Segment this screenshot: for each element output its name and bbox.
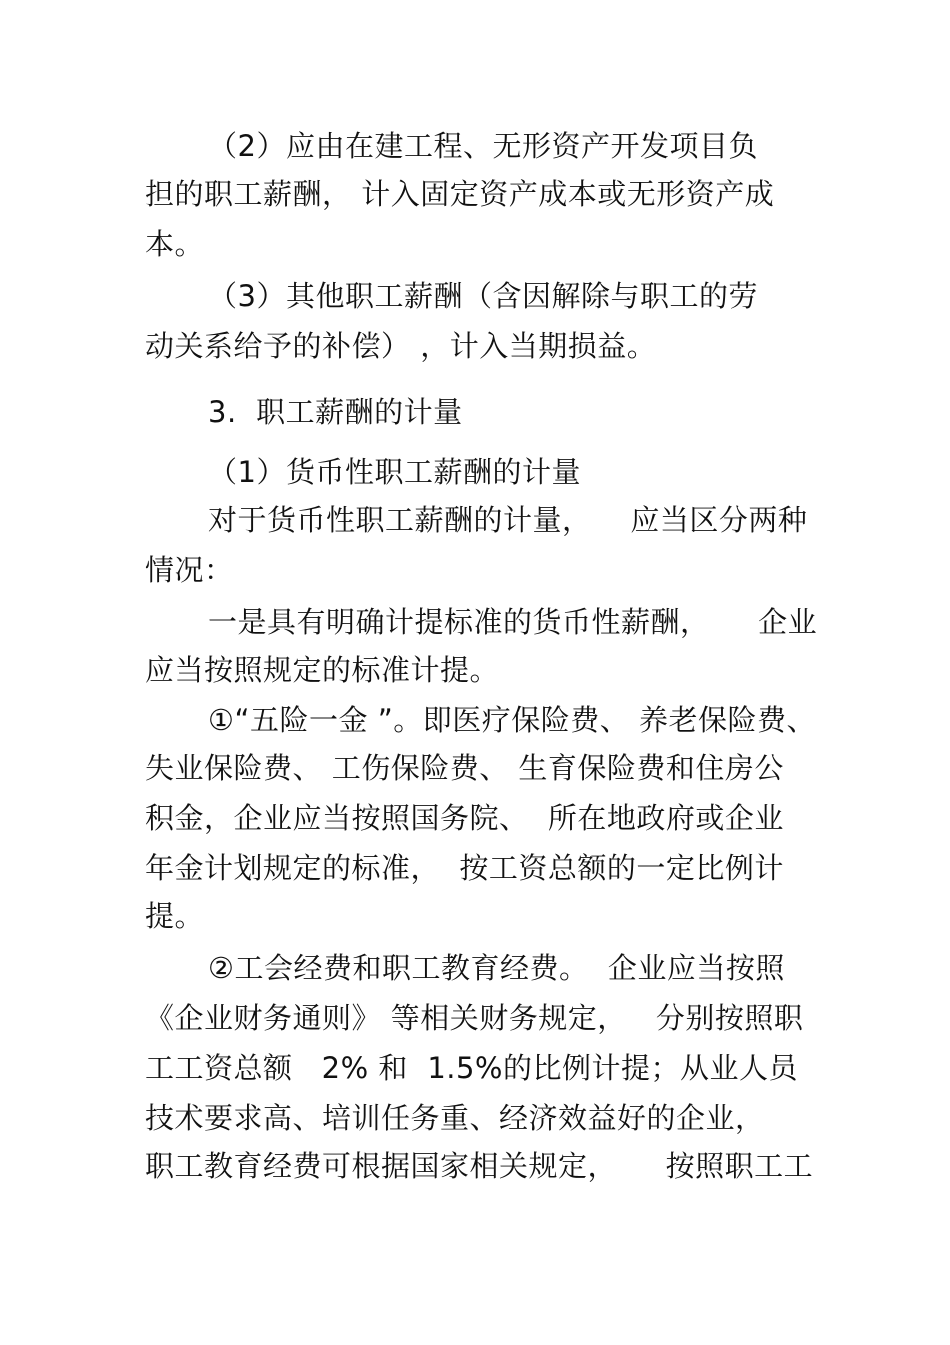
- paragraph-line: 应当按照规定的标准计提。: [145, 653, 500, 687]
- paragraph-line: 失业保险费、 工伤保险费、 生育保险费和住房公: [145, 751, 784, 785]
- paragraph-line: （3）其他职工薪酬（含因解除与职工的劳: [208, 279, 758, 313]
- paragraph-line: 对于货币性职工薪酬的计量， 应当区分两种: [208, 503, 808, 537]
- paragraph-line: 一是具有明确计提标准的货币性薪酬， 企业: [208, 605, 818, 639]
- paragraph-line: 年金计划规定的标准， 按工资总额的一定比例计: [145, 851, 784, 885]
- paragraph-line: 积金，企业应当按照国务院、 所在地政府或企业: [145, 801, 784, 835]
- paragraph-line: 情况：: [145, 553, 234, 587]
- paragraph-line: 担的职工薪酬， 计入固定资产成本或无形资产成: [145, 177, 775, 211]
- section-heading: 3. 职工薪酬的计量: [208, 395, 463, 429]
- paragraph-line: 职工教育经费可根据国家相关规定， 按照职工工: [145, 1149, 814, 1183]
- paragraph-line: 本。: [145, 227, 205, 261]
- paragraph-line: 动关系给予的补偿） ，计入当期损益。: [145, 329, 657, 363]
- paragraph-line: 提。: [145, 899, 205, 933]
- subsection-heading: （1）货币性职工薪酬的计量: [208, 455, 581, 489]
- paragraph-line: ①“五险一金 ”。即医疗保险费、 养老保险费、: [208, 703, 816, 737]
- paragraph-line: （2）应由在建工程、无形资产开发项目负: [208, 129, 758, 163]
- paragraph-line: 《企业财务通则》 等相关财务规定， 分别按照职: [145, 1001, 804, 1035]
- paragraph-line: 技术要求高、培训任务重、经济效益好的企业，: [145, 1101, 765, 1135]
- paragraph-line: ②工会经费和职工教育经费。 企业应当按照: [208, 951, 785, 985]
- paragraph-line: 工工资总额 2% 和 1.5%的比例计提；从业人员: [145, 1051, 798, 1085]
